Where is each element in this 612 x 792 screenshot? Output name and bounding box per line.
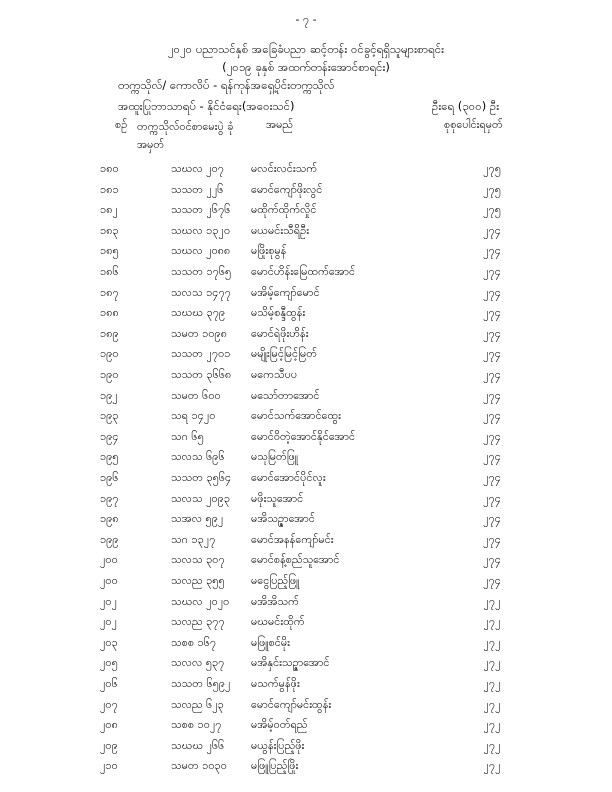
roll-number: သသတ ၂၆၇၆ xyxy=(171,203,231,217)
table-row xyxy=(0,183,612,203)
table-row xyxy=(0,389,612,409)
table-row xyxy=(0,286,612,306)
student-name: မအိအိသက် xyxy=(251,594,299,608)
roll-number: သလသ ၆၉၆ xyxy=(171,450,225,464)
row-number: ၂၀၂ xyxy=(100,594,117,608)
total-score: ၂၇၄ xyxy=(483,223,501,237)
student-name: မသက်မွန်ဖိုး xyxy=(251,677,300,690)
row-number: ၁၉၃ xyxy=(100,409,119,423)
row-number: ၁၉၅ xyxy=(100,450,119,464)
table-row xyxy=(0,636,612,656)
total-score: ၂၇၄ xyxy=(483,553,501,567)
row-number: ၁၉၇ xyxy=(100,491,119,505)
row-number: ၁၈၅ xyxy=(100,244,119,258)
table-row xyxy=(0,718,612,738)
row-number: ၁၈၈ xyxy=(100,306,119,320)
document-title: ၂၀၂၀ ပညာသင်နှစ် အခြေခံပညာ ဆင့်တန်း ဝင်ခွင့်ရရှိသူများစာရင်း xyxy=(167,42,445,56)
row-number: ၂၀၅ xyxy=(100,656,118,670)
roll-number: သဃလ ၂၀၈၈ xyxy=(171,244,231,258)
table-row xyxy=(0,409,612,429)
table-row xyxy=(0,347,612,367)
student-name: မသုမြတ်ဖြူ xyxy=(251,450,299,464)
roll-number: သလသ ၃၀၇ xyxy=(171,553,225,567)
total-score: ၂၇၄ xyxy=(483,306,501,320)
total-score: ၂၇၄ xyxy=(483,574,501,587)
roll-number: သသတ ၂၂၆ xyxy=(171,182,224,196)
roll-number: သဃဃ ၂၆၆ xyxy=(171,738,225,752)
row-number: ၁၈၇ xyxy=(100,285,119,299)
major-line: အထူးပြုဘာသာရပ် - နိုင်ငံရေး(အဝေးသင်) xyxy=(118,99,295,113)
roll-number: သစစ ၁၀၂၇ xyxy=(171,718,222,732)
student-name: မောင်အနန်ကျော်မင်း xyxy=(251,532,334,546)
row-number: ၁၈၆ xyxy=(100,265,119,278)
total-score: ၂၇၄ xyxy=(483,471,501,484)
table-row xyxy=(0,265,612,285)
total-score: ၂၇၅ xyxy=(483,203,501,217)
table-row xyxy=(0,698,612,718)
row-number: ၁၈၂ xyxy=(100,203,118,217)
student-name: မအိသဉ္ဇာအောင် xyxy=(251,512,315,526)
table-row xyxy=(0,224,612,244)
student-name: မောင်ဟိန်းမြေထက်အောင် xyxy=(251,265,356,278)
student-name: မောင်သက်အောင်ထွေး xyxy=(251,409,341,423)
roll-number: သသတ ၃၅၆၄ xyxy=(171,471,232,484)
student-name: မသိမ့်စန္ဒီထွန်း xyxy=(251,306,306,320)
row-number: ၂၀၀ xyxy=(100,553,118,567)
headcount: ဦးရေ (၃၀၀) ဦး xyxy=(432,99,500,113)
table-row xyxy=(0,512,612,532)
student-name: မသော်တာအောင် xyxy=(251,388,320,402)
roll-number: သမတ ၁၀၉၈ xyxy=(171,326,227,340)
student-name: မဃမင်းထိုက် xyxy=(251,615,305,629)
table-row xyxy=(0,430,612,450)
roll-number: သလည ၆၂၃ xyxy=(171,697,224,711)
roll-number: သအလ ၅၉၂ xyxy=(171,512,224,526)
total-score: ၂၇၄ xyxy=(483,347,501,361)
student-name: မောင်စန့်စည်သူအောင် xyxy=(251,553,340,567)
table-row xyxy=(0,533,612,553)
row-number: ၁၉၆ xyxy=(100,471,119,484)
roll-number: သရ ၁၄၂၀ xyxy=(171,409,216,423)
roll-number: သမတ ၆၀၀ xyxy=(171,388,221,402)
student-name: မဖိုးသူအောင် xyxy=(251,491,304,505)
table-row xyxy=(0,595,612,615)
total-score: ၂၇၄ xyxy=(483,326,501,340)
roll-number: သသတ ၆၅၉၂ xyxy=(171,677,231,690)
total-score: ၂၇၄ xyxy=(483,285,501,299)
roll-number: သစစ ၁၆၇ xyxy=(171,635,217,649)
roll-number: သသတ ၁၇၆၅ xyxy=(171,265,232,278)
table-row xyxy=(0,615,612,635)
row-number: ၁၈၀ xyxy=(100,162,119,175)
student-name: မောင်ဝိတဲ့အောင်နိုင်အောင် xyxy=(251,429,356,443)
student-name: မထိုက်ထိုက်လှိုင် xyxy=(251,203,317,217)
row-number: ၁၉၂ xyxy=(100,388,118,402)
table-row xyxy=(0,471,612,491)
row-number: ၁၉၉ xyxy=(100,532,119,546)
total-score: ၂၇၅ xyxy=(483,182,501,196)
total-score: ၂၇၂ xyxy=(483,635,501,649)
row-number: ၂၀၃ xyxy=(100,635,118,649)
row-number: ၁၉၀ xyxy=(100,368,119,381)
roll-number: သဃဃ ၃၇၉ xyxy=(171,306,226,320)
total-score: ၂၇၄ xyxy=(483,244,501,258)
col-header-roll: တက္ကသိုလ်ဝင်စာမေးပွဲ ခုံအမှတ် xyxy=(137,120,234,151)
row-number: ၂၀၂ xyxy=(100,615,117,629)
student-name: မလင်းလင်းသက် xyxy=(251,162,318,175)
student-name: မမျိုးမြင့်မြင့်မြတ် xyxy=(251,347,317,361)
roll-number: သဃလ ၂၀၇ xyxy=(171,162,224,175)
student-name: မောင်အောင်ပိုင်လူး xyxy=(251,471,326,484)
table-row xyxy=(0,739,612,759)
student-name: မောင်ကျော်မင်းထွန်း xyxy=(251,697,332,711)
total-score: ၂၇၂ xyxy=(483,656,501,670)
total-score: ၂၇၂ xyxy=(483,677,501,690)
document-subtitle: (၂၀၁၉ ခုနှစ် အထက်တန်းအောင်စာရင်း) xyxy=(222,60,390,74)
student-name: မဖြူစင်မိုး xyxy=(251,635,290,649)
total-score: ၂၇၄ xyxy=(483,388,501,402)
roll-number: သလသ ၁၄၇၇ xyxy=(171,285,231,299)
roll-number: သလသ ၂၀၉၃ xyxy=(171,491,231,505)
student-name: မဖြိုးစုမွန် xyxy=(251,244,287,258)
total-score: ၂၇၄ xyxy=(483,409,501,423)
student-name: မယွန်းပြည့်ဖိုး xyxy=(251,738,305,752)
row-number: ၁၈၁ xyxy=(100,182,119,196)
roll-number: သဃလ ၂၀၂၀ xyxy=(171,594,230,608)
col-header-no: စဉ် xyxy=(115,118,128,131)
total-score: ၂၇၄ xyxy=(483,265,501,278)
student-name: မအိနှင်းသဉ္ဇာအောင် xyxy=(251,656,330,670)
col-header-name: အမည် xyxy=(266,118,294,131)
total-score: ၂၇၂ xyxy=(483,718,501,732)
table-row xyxy=(0,162,612,182)
row-number: ၁၈၉ xyxy=(100,326,119,340)
student-name: မယမင်းသီရိဦး xyxy=(251,223,309,237)
roll-number: သဂ ၆၅ xyxy=(171,429,204,443)
row-number: ၂၁၀ xyxy=(100,759,118,773)
total-score: ၂၇၄ xyxy=(483,429,501,443)
table-row xyxy=(0,306,612,326)
roll-number: သမတ ၁၀၃၀ xyxy=(171,759,227,773)
total-score: ၂၇၄ xyxy=(483,368,501,381)
total-score: ၂၇၄ xyxy=(483,450,501,464)
table-row xyxy=(0,677,612,697)
roll-number: သသတ ၂၇၀၁ xyxy=(171,347,231,361)
table-row xyxy=(0,656,612,676)
table-row xyxy=(0,244,612,264)
roll-number: သသတ ၃၆၆၈ xyxy=(171,368,232,381)
row-number: ၁၈၃ xyxy=(100,223,119,237)
table-row xyxy=(0,368,612,388)
student-name: မငွေပြည့်ဖြူ xyxy=(251,574,300,587)
row-number: ၂၀၈ xyxy=(100,718,118,732)
student-name: မောင်ကျော်ဖိုးလွင် xyxy=(251,182,323,196)
row-number: ၂၀၀ xyxy=(100,574,118,587)
table-row xyxy=(0,574,612,594)
table-row xyxy=(0,450,612,470)
total-score: ၂၇၂ xyxy=(483,615,501,629)
col-header-score: စုစုပေါင်းရမှတ် xyxy=(444,118,503,131)
table-row xyxy=(0,492,612,512)
roll-number: သလလ ၅၃၇ xyxy=(171,656,225,670)
table-row xyxy=(0,553,612,573)
row-number: ၁၉၈ xyxy=(100,512,119,526)
table-row xyxy=(0,203,612,223)
total-score: ၂၇၂ xyxy=(483,759,501,773)
student-name: မဖြူပြည့်ဖြိုး xyxy=(251,759,299,773)
total-score: ၂၇၄ xyxy=(483,512,501,526)
table-row xyxy=(0,327,612,347)
total-score: ၂၇၅ xyxy=(483,162,501,175)
page-number: - ၇ - xyxy=(295,13,317,26)
total-score: ၂၇၂ xyxy=(483,697,501,711)
university-line: တက္ကသိုလ်/ ကောလိပ် - ရန်ကုန်အရှေ့ပိုင်းတက္ကသိုလ် xyxy=(118,78,335,92)
row-number: ၂၀၇ xyxy=(100,697,118,711)
roll-number: သဃလ ၁၃၂၀ xyxy=(171,223,231,237)
row-number: ၂၀၆ xyxy=(100,677,118,690)
student-name: မအိမ့်ကျော်မောင် xyxy=(251,285,320,299)
total-score: ၂၇၄ xyxy=(483,532,501,546)
roll-number: သလည ၃၇၇ xyxy=(171,615,225,629)
row-number: ၁၉၄ xyxy=(100,429,119,443)
student-name: မကေသီပပ xyxy=(251,368,298,381)
table-row xyxy=(0,759,612,779)
total-score: ၂၇၂ xyxy=(483,738,501,752)
row-number: ၂၀၉ xyxy=(100,738,118,752)
total-score: ၂၇၄ xyxy=(483,491,501,505)
student-name: မအိမ့်ဝတ်ရည် xyxy=(251,718,308,732)
student-name: မောင်ရဲဖိုးဟိန်း xyxy=(251,326,309,340)
roll-number: သဂ ၁၃၂၇ xyxy=(171,532,216,546)
roll-number: သလည ၃၅၅ xyxy=(171,574,225,587)
row-number: ၁၉၀ xyxy=(100,347,119,361)
total-score: ၂၇၂ xyxy=(483,594,501,608)
